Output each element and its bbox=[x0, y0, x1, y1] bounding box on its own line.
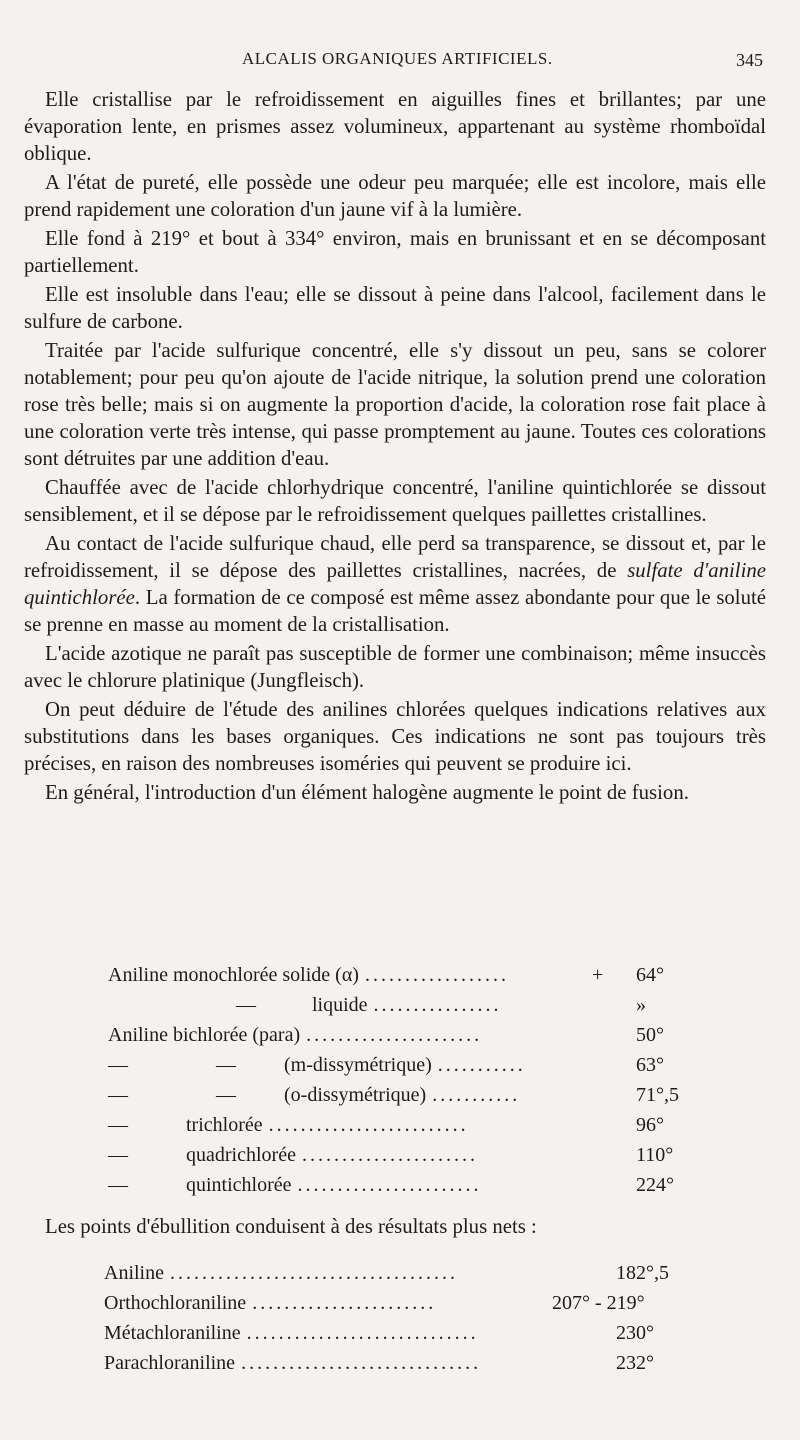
compound-label: quadrichlorée bbox=[186, 1144, 296, 1166]
body-text bbox=[24, 86, 766, 808]
paragraph: Traitée par l'acide sulfurique concentré, elle s'y dissout un peu, sans se colorer notablement; pour peu qu'on ajoute de l'acide nitrique, la solution prend une coloration rose très belle; mais si on augmente la proportion d'acide, la coloration rose fait place à une coloration verte très intense, qui passe promptement au jaune. Toutes ces colorations sont détruites par une addition d'eau. bbox=[24, 339, 766, 470]
leader-dots: ...................... bbox=[306, 1024, 483, 1046]
compound-label: Aniline monochlorée solide (α) bbox=[108, 964, 359, 986]
compound-label: (o-dissymétrique) bbox=[284, 1084, 427, 1106]
paragraph: En général, l'introduction d'un élément halogène augmente le point de fusion. bbox=[45, 781, 689, 804]
compound-name-italic: sulfate d'aniline quintichlorée bbox=[24, 559, 766, 609]
compound-label: — bbox=[108, 1054, 128, 1076]
paragraph bbox=[24, 530, 766, 638]
compound-label: — bbox=[108, 1114, 128, 1136]
boiling-point-value: 207° - 219° bbox=[552, 1292, 645, 1314]
leader-dots: ....................... bbox=[297, 1174, 482, 1196]
compound-label: (m-dissymétrique) bbox=[284, 1054, 432, 1076]
leader-dots: ................ bbox=[373, 994, 502, 1016]
page-header bbox=[0, 46, 800, 76]
compound-label: — bbox=[108, 1084, 128, 1106]
table-row bbox=[0, 1024, 800, 1054]
paragraph: L'acide azotique ne paraît pas susceptible de former une combinaison; même insuccès avec le chlorure platinique (Jungfleisch). bbox=[24, 642, 766, 692]
compound-label: Aniline bbox=[104, 1262, 164, 1284]
page-number: 345 bbox=[736, 50, 763, 70]
compound-label: — bbox=[216, 1054, 236, 1076]
boiling-point-value: 182°,5 bbox=[616, 1262, 669, 1284]
melting-point-value: 110° bbox=[636, 1144, 674, 1166]
paragraph: Elle est insoluble dans l'eau; elle se dissout à peine dans l'alcool, facilement dans le sulfure de carbone. bbox=[24, 283, 766, 333]
boiling-point-intro: Les points d'ébullition conduisent à des résultats plus nets : bbox=[45, 1215, 537, 1238]
compound-label: — bbox=[236, 994, 256, 1016]
paragraph: A l'état de pureté, elle possède une odeur peu marquée; elle est incolore, mais elle prend rapidement une coloration d'un jaune vif à la lumière. bbox=[24, 171, 766, 221]
leader-dots: ........... bbox=[432, 1084, 521, 1106]
melting-point-value: 224° bbox=[636, 1174, 674, 1196]
table-row bbox=[0, 1084, 800, 1114]
table-row bbox=[0, 1352, 800, 1382]
table-row bbox=[0, 964, 800, 994]
table-row bbox=[0, 994, 800, 1024]
leader-dots: ............................. bbox=[246, 1322, 479, 1344]
melting-point-table bbox=[0, 964, 800, 1204]
leader-dots: ........... bbox=[437, 1054, 526, 1076]
melting-point-value: » bbox=[636, 994, 646, 1016]
compound-label: Aniline bichlorée (para) bbox=[108, 1024, 301, 1046]
table-row bbox=[0, 1054, 800, 1084]
leader-dots: ....................... bbox=[252, 1292, 437, 1314]
paragraph-text: Au contact de l'acide sulfurique chaud, elle perd sa transparence, se dissout et, par le refroidissement, il se dépose des paillettes cristallines, nacrées, de bbox=[24, 532, 766, 582]
leader-dots: .............................. bbox=[241, 1352, 482, 1374]
paragraph: Elle fond à 219° et bout à 334° environ, mais en brunissant et en se décomposant partiellement. bbox=[24, 227, 766, 277]
melting-point-value: 50° bbox=[636, 1024, 664, 1046]
melting-point-value: 96° bbox=[636, 1114, 664, 1136]
boiling-point-value: 232° bbox=[616, 1352, 654, 1374]
boiling-point-table bbox=[0, 1262, 800, 1382]
table-row bbox=[0, 1262, 800, 1292]
leader-dots: .................. bbox=[364, 964, 509, 986]
paragraph: Elle cristallise par le refroidissement en aiguilles fines et brillantes; par une évaporation lente, en prismes assez volumineux, appartenant au système rhomboïdal oblique. bbox=[24, 88, 766, 165]
running-head: ALCALIS ORGANIQUES ARTIFICIELS. bbox=[242, 49, 553, 68]
paragraph: Chauffée avec de l'acide chlorhydrique concentré, l'aniline quintichlorée se dissout sensiblement, et il se dépose par le refroidissement quelques paillettes cristallines. bbox=[24, 476, 766, 526]
compound-label: Métachloraniline bbox=[104, 1322, 241, 1344]
compound-label: — bbox=[216, 1084, 236, 1106]
sign: + bbox=[592, 964, 604, 986]
table-row bbox=[0, 1174, 800, 1204]
compound-label: — bbox=[108, 1174, 128, 1196]
paragraph-text: . La formation de ce composé est même assez abondante pour que le soluté se prenne en masse au moment de la cristallisation. bbox=[24, 586, 766, 636]
compound-label: trichlorée bbox=[186, 1114, 263, 1136]
paragraph: On peut déduire de l'étude des anilines chlorées quelques indications relatives aux substitutions dans les bases organiques. Ces indications ne sont pas toujours très précises, en raison des nombreuses isoméries qui peuvent se produire ici. bbox=[24, 698, 766, 775]
table-row bbox=[0, 1144, 800, 1174]
compound-label: — bbox=[108, 1144, 128, 1166]
boiling-point-value: 230° bbox=[616, 1322, 654, 1344]
table-row bbox=[0, 1322, 800, 1352]
leader-dots: .................................... bbox=[170, 1262, 458, 1284]
melting-point-value: 71°,5 bbox=[636, 1084, 679, 1106]
compound-label: Orthochloraniline bbox=[104, 1292, 247, 1314]
melting-point-value: 64° bbox=[636, 964, 664, 986]
compound-label: liquide bbox=[312, 994, 368, 1016]
table-row bbox=[0, 1114, 800, 1144]
compound-label: quintichlorée bbox=[186, 1174, 292, 1196]
melting-point-value: 63° bbox=[636, 1054, 664, 1076]
leader-dots: ...................... bbox=[301, 1144, 478, 1166]
table-row bbox=[0, 1292, 800, 1322]
leader-dots: ......................... bbox=[268, 1114, 469, 1136]
compound-label: Parachloraniline bbox=[104, 1352, 236, 1374]
